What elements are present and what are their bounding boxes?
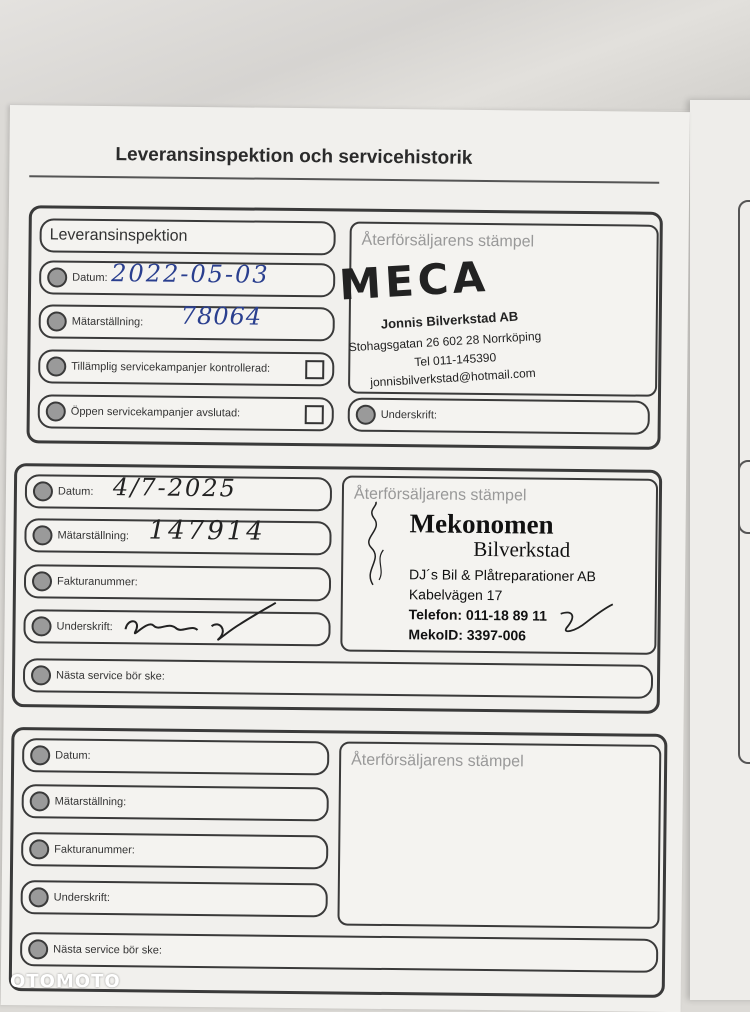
delivery-inspection-section [26,205,662,450]
bullet-icon [46,356,66,376]
marble-background [0,0,750,110]
next-service-field[interactable] [23,658,653,699]
stamp-company-name: Jonnis Bilverkstad AB [380,308,519,332]
meca-stamp-logo: MECA [337,251,491,310]
title-divider [29,175,659,184]
bullet-icon [47,267,67,287]
bullet-icon [47,311,67,331]
bullet-icon [32,571,52,591]
service-entry-2 [9,727,668,998]
signature-field[interactable] [348,398,650,435]
stamp-title: Återförsäljarens stämpel [353,485,527,505]
odometer-label: Mätarställning: [54,795,127,809]
service-booklet-page [1,105,690,1012]
date-field[interactable] [22,738,329,775]
handwritten-vertical-note [353,500,394,590]
stamp-email: jonnisbilverkstad@hotmail.com [369,365,537,390]
stamp-phone: Tel 011-145390 [414,350,497,370]
odometer-label: Mätarställning: [71,315,144,329]
campaigns-closed-label: Öppen servicekampanjer avslutad: [70,405,241,420]
date-label: Datum: [57,485,94,498]
odometer-field[interactable] [22,784,329,821]
signature-label: Underskrift: [380,408,438,422]
service-entry-1 [12,463,663,714]
bullet-icon [31,665,51,685]
page-title: Leveransinspektion och servicehistorik [115,144,473,169]
handwritten-odometer: 78064 [180,301,263,331]
bullet-icon [31,616,51,636]
dealer-stamp-box [337,222,659,397]
stamp-company: DJ´s Bil & Plåtreparationer AB [409,566,596,585]
section-heading: Leveransinspektion [49,226,188,245]
invoice-number-field[interactable] [21,832,328,869]
campaigns-closed-field[interactable] [38,394,334,431]
stamp-phone: Telefon: 011-18 89 11 [408,606,548,624]
bullet-icon [28,939,48,959]
adjacent-page [690,100,750,1000]
signature-field[interactable] [21,880,328,917]
bullet-icon [356,405,376,425]
campaigns-closed-checkbox[interactable] [305,405,324,424]
bullet-icon [30,745,50,765]
handwritten-date: 2022-05-03 [111,259,270,289]
next-service-label: Nästa service bör ske: [53,943,163,957]
bullet-icon [33,481,53,501]
handwritten-signature [119,599,279,647]
stamp-street: Kabelvägen 17 [408,586,503,604]
invoice-number-field[interactable] [24,564,331,601]
odometer-label: Mätarställning: [57,529,130,543]
campaigns-checked-label: Tillämplig servicekampanjer kontrollerad: [71,360,271,375]
stamp-title: Återförsäljarens stämpel [361,231,535,251]
watermark-logo: OTOMOTO [10,971,121,992]
invoice-number-label: Fakturanummer: [56,575,138,589]
signature-label: Underskrift: [53,891,111,905]
bullet-icon [46,401,66,421]
invoice-number-label: Fakturanummer: [54,843,135,857]
campaigns-checked-field[interactable] [38,349,334,386]
handwritten-initial [556,602,616,643]
date-label: Datum: [72,271,108,285]
signature-label: Underskrift: [56,620,113,634]
mekonomen-stamp-subtitle: Bilverkstad [473,536,571,562]
handwritten-date: 4/7-2025 [112,473,237,503]
dealer-stamp-box [340,475,658,654]
stamp-meko-id: MekoID: 3397-006 [408,626,527,644]
bullet-icon [29,887,49,907]
mekonomen-stamp-brand: Mekonomen [409,508,554,540]
stamp-title: Återförsäljarens stämpel [351,751,524,771]
date-label: Datum: [55,749,91,762]
next-service-field[interactable] [20,932,658,973]
handwritten-odometer: 147914 [148,515,266,547]
adjacent-page-box [738,460,750,764]
bullet-icon [30,791,50,811]
bullet-icon [32,525,52,545]
bullet-icon [29,839,49,859]
section-heading-pill [39,218,335,255]
campaigns-checked-checkbox[interactable] [305,360,324,379]
next-service-label: Nästa service bör ske: [55,669,165,683]
stamp-address: Stohagsgatan 26 602 28 Norrköping [348,328,542,355]
dealer-stamp-box [337,741,661,928]
